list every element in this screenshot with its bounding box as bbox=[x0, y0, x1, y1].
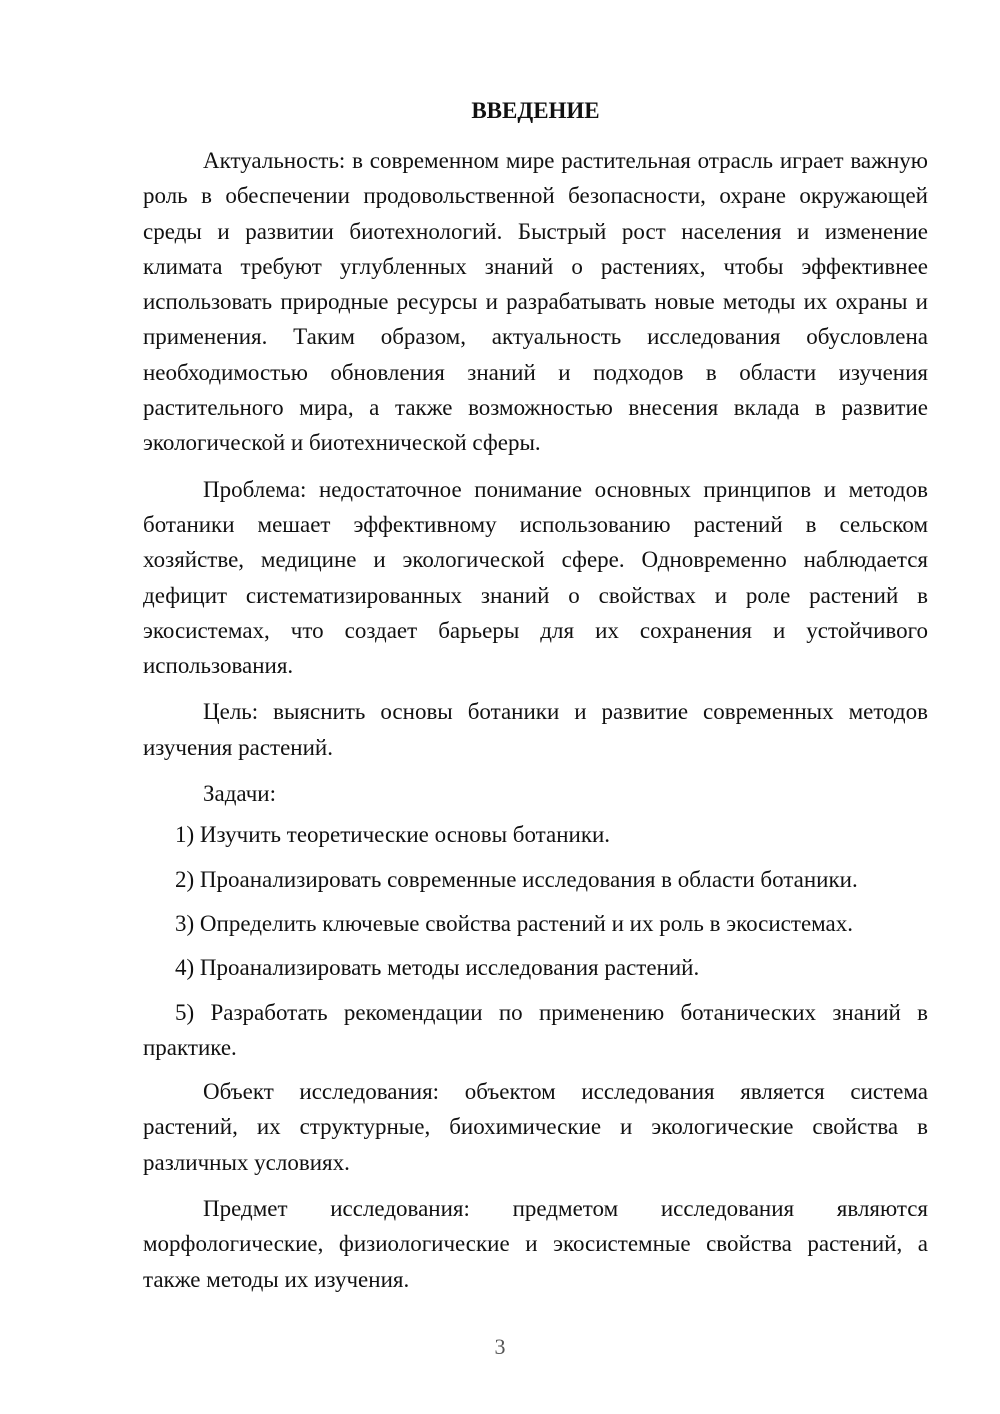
page-number: 3 bbox=[494, 1334, 506, 1359]
task-item: 2) Проанализировать современные исследования в области ботаники. bbox=[175, 866, 858, 892]
task-item: 1) Изучить теоретические основы ботаники. bbox=[175, 822, 611, 848]
document-body bbox=[143, 143, 928, 1308]
problem-paragraph: Проблема: недостаточное понимание основных принципов и методов ботаники мешает эффективному использованию растений в сельском хозяйстве, медицине и экологической сфере. Одновременно наблюдается дефицит систематизированных знаний о свойствах и роле растений в экосистемах, что создает барьеры для их сохранения и устойчивого использования. bbox=[143, 476, 928, 679]
task-item: 5) Разработать рекомендации по применению ботанических знаний в практике. bbox=[143, 999, 928, 1060]
relevance-paragraph: Актуальность: в современном мире растительная отрасль играет важную роль в обеспечении продовольственной безопасности, охране окружающей среды и развитии биотехнологий. Быстрый рост населения и изменение климата требуют углубленных знаний о растениях, чтобы эффективнее использовать природные ресурсы и разрабатывать новые методы их охраны и применения. Таким образом, актуальность исследования обусловлена необходимостью обновления знаний и подходов в области изучения растительного мира, а также возможностью внесения вклада в развитие экологической и биотехнической сферы. bbox=[143, 148, 928, 456]
object-paragraph: Объект исследования: объектом исследования является система растений, их структурные, биохимические и экологические свойства в различных условиях. bbox=[143, 1079, 928, 1175]
goal-paragraph: Цель: выяснить основы ботаники и развитие современных методов изучения растений. bbox=[143, 699, 928, 760]
subject-paragraph: Предмет исследования: предметом исследования являются морфологические, физиологические и экосистемные свойства растений, а также методы их изучения. bbox=[143, 1196, 928, 1292]
page-title: ВВЕДЕНИЕ bbox=[471, 98, 600, 123]
tasks-heading: Задачи: bbox=[203, 781, 276, 807]
task-item: 4) Проанализировать методы исследования растений. bbox=[175, 955, 700, 981]
task-item: 3) Определить ключевые свойства растений и их роль в экосистемах. bbox=[175, 910, 854, 936]
